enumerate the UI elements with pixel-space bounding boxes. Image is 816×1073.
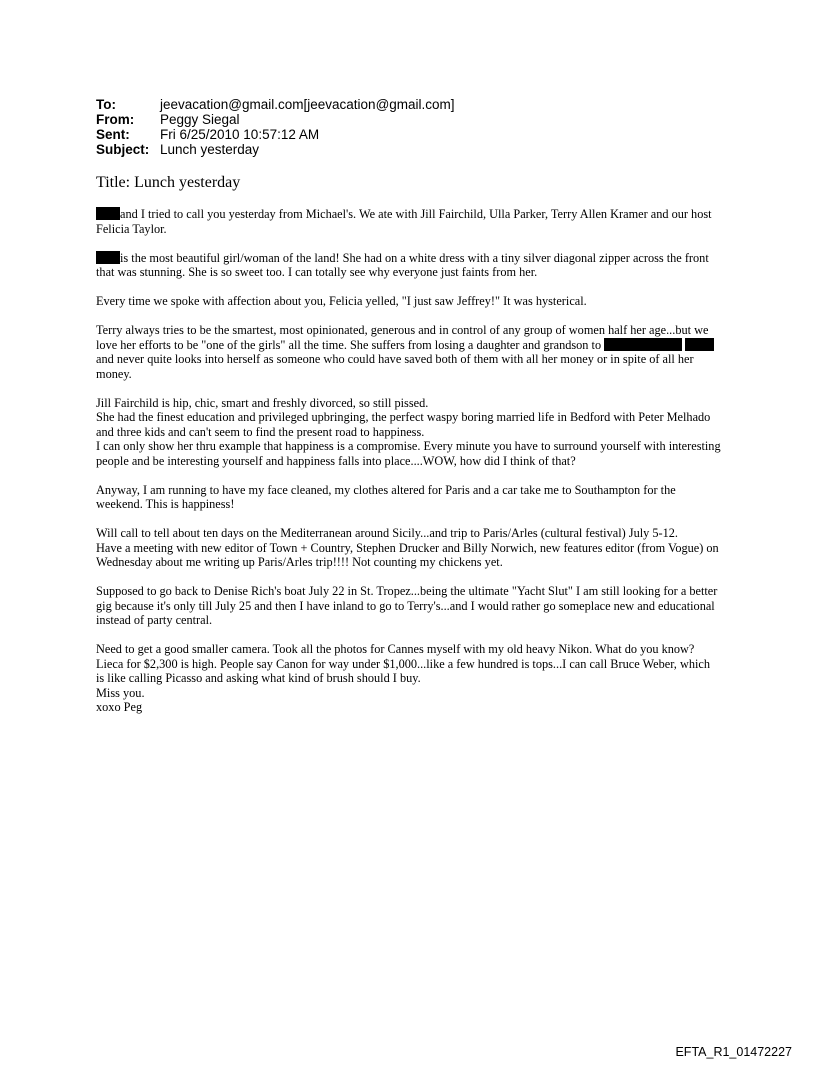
paragraph-4-text-a: Terry always tries to be the smartest, most opinionated, generous and in control of any group of women half her age...but we love her efforts to be "one of the girls" all the time. She suffers from losing a daughter and grandson to — [96, 323, 709, 352]
paragraph-5-line-c: I can only show her thru example that happiness is a compromise. Every minute you have to surround yourself with interesting people and be interesting yourself and happiness falls into place....WOW, how did I think of that? — [96, 439, 721, 468]
email-body — [96, 207, 721, 729]
subject-value: Lunch yesterday — [160, 142, 260, 157]
paragraph-9-text: Need to get a good smaller camera. Took all the photos for Cannes myself with my old heavy Nikon. What do you know? Lieca for $2,300 is high. People say Canon for way under $1,000...like a few hundred is tops...I can call Bruce Weber, which is like calling Picasso and asking what kind of brush should I buy. — [96, 642, 710, 685]
from-value: Peggy Siegal — [160, 112, 240, 127]
redaction-box — [604, 338, 682, 351]
paragraph-5-line-b: She had the finest education and privileged upbringing, the perfect waspy boring married life in Bedford with Peter Melhado and three kids and can't seem to find the present road to happiness. — [96, 410, 711, 439]
paragraph-7-line-a: Will call to tell about ten days on the Mediterranean around Sicily...and trip to Paris/Arles (cultural festival) July 5-12. — [96, 526, 678, 540]
paragraph-4-text-b: and never quite looks into herself as someone who could have saved both of them with all her money or in spite of all her money. — [96, 352, 694, 381]
paragraph-7 — [96, 526, 721, 570]
redaction-box — [96, 251, 120, 264]
paragraph-1 — [96, 207, 721, 236]
sent-label: Sent: — [96, 127, 130, 142]
email-header — [96, 97, 455, 157]
paragraph-4 — [96, 323, 721, 381]
paragraph-2-text: is the most beautiful girl/woman of the land! She had on a white dress with a tiny silver diagonal zipper across the front that was stunning. She is so sweet too. I can totally see why everyone just faints from her. — [96, 250, 709, 279]
to-value: jeevacation@gmail.com[jeevacation@gmail.com] — [160, 97, 455, 112]
email-title: Title: Lunch yesterday — [96, 174, 241, 191]
from-label: From: — [96, 112, 135, 127]
paragraph-2 — [96, 251, 721, 280]
paragraph-5 — [96, 396, 721, 469]
document-id: EFTA_R1_01472227 — [675, 1045, 792, 1059]
sign-off: Miss you. — [96, 685, 145, 700]
paragraph-6: Anyway, I am running to have my face cleaned, my clothes altered for Paris and a car take me to Southampton for the weekend. This is happiness! — [96, 482, 676, 511]
paragraph-3: Every time we spoke with affection about you, Felicia yelled, "I just saw Jeffrey!" It was hysterical. — [96, 294, 587, 308]
paragraph-5-line-a: Jill Fairchild is hip, chic, smart and freshly divorced, so still pissed. — [96, 395, 429, 410]
redaction-box — [96, 207, 120, 220]
subject-label: Subject: — [96, 142, 150, 157]
sent-row — [96, 127, 455, 142]
paragraph-1-text: and I tried to call you yesterday from Michael's. We ate with Jill Fairchild, Ulla Parker, Terry Allen Kramer and our host Felicia Taylor. — [96, 207, 712, 236]
paragraph-8: Supposed to go back to Denise Rich's boat July 22 in St. Tropez...being the ultimate "Yacht Slut" I am still looking for a better gig because it's only till July 25 and then I have inland to go to Terry's...and I would rather go someplace new and educational instead of party central. — [96, 584, 718, 627]
paragraph-9 — [96, 642, 721, 715]
from-row — [96, 112, 455, 127]
to-label: To: — [96, 97, 116, 112]
sent-value: Fri 6/25/2010 10:57:12 AM — [160, 127, 320, 142]
subject-row — [96, 142, 455, 157]
redaction-box — [685, 338, 714, 351]
to-row — [96, 97, 455, 112]
paragraph-7-line-b: Have a meeting with new editor of Town + Country, Stephen Drucker and Billy Norwich, new features editor (from Vogue) on Wednesday about me writing up Paris/Arles trip!!!! Not counting my chickens yet. — [96, 540, 719, 569]
signature: xoxo Peg — [96, 700, 143, 714]
